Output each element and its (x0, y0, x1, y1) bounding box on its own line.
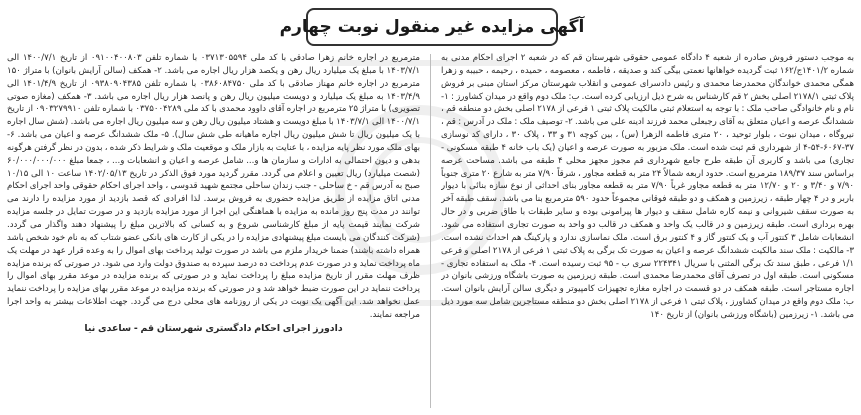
column-divider (430, 54, 431, 408)
notice-column-right (441, 52, 854, 410)
notice-title: آگهی مزایده غیر منقول نوبت چهارم (279, 17, 585, 37)
notice-left-text: مترمربع در اجاره خانم زهرا صادقی با کد ملی ۰۳۷۱۳۰۵۵۹۴ با شماره تلفن ۰۹۱۰۰۴۰۰۸۰۳ از تاریخ ۱۴۰۰/۷/۱ الی ۱۴۰۳/۷/۱ با مبلغ یک میلیارد ریال رهن و یکصد هزار ریال اجاره می باشد. ۲- همکف (سالن آرایش بانوان) با متراژ ۱۵۰ مترمربع در اجاره خانم مهناز صادقی با کد ملی ۰۳۸۶۰۸۴۷۵۰ با شماره تلفن ۰۹۳۸۰۹۰۴۳۸۵ از تاریخ ۱۴۰۱/۴/۹ الی ۱۴۰۳/۴/۹ به مبلغ یک میلیارد و دویست میلیون ریال رهن و پانصد هزار ریال اجاره می باشد. ۳- همکف (مغازه صوتی تصویری) با متراژ ۲۵ مترمربع در اجاره آقای داوود محمدی با کد ملی ۰۳۷۵۰۰۴۲۸۹ با شماره تلفن ۰۹۰۳۲۷۹۹۱۰ از تاریخ ۱۴۰۰/۷/۱ الی ۱۴۰۳/۷/۱ با مبلغ دویست و هشتاد میلیون ریال رهن و سه میلیون ریال اجاره می باشد. (شش سال اجاره با یک میلیون ریال تا شش میلیون ریال اجاره ماهیانه طی شش سال). ۵- ملک ششدانگ عرصه و اعیان می باشد. ۶- بهای ملک مورد نظر پایه مزایده ، با عنایت به بازار ملک و موقعیت ملک و شرایط ذکر شده ، بدون در نظر گرفتن هرگونه بدهی و دیون احتمالی به ادارات و سازمان ها و... شامل عرصه و اعیان و انشعابات و... ، جمعا مبلغ ۶۰/۰۰۰/۰۰۰/۰۰۰ (شصت میلیارد) ریال تعیین و اعلام می گردد. مقرر گردید مورد فوق الذکر در تاریخ ۱۴۰۲/۰۵/۱۳ ساعت ۱۰ الی ۱۰/۱۵ صبح به آدرس قم - خ ساحلی - جنب زندان ساحلی مجتمع شهید قدوسی ، واحد اجرای احکام حقوقی واحد اجرای احکام مدنی اتاق مزایده از طریق مزایده حضوری به فروش برسد. لذا افرادی که قصد بازدید از مورد مزایده را دارند می توانند در مدت پنج روز مانده به مزایده با هماهنگی این اجرا از مورد مزایده بازدید و در صورت تمایل در جلسه مزایده شرکت نمایند قیمت پایه از مبلغ کارشناسی شروع و به کسانی که بالاترین مبلغ را پیشنهاد دهند واگذار می گردد. (شرکت کنندگان می بایست مبلغ پیشنهادی مزایده را در یکی از کارت های بانکی عضو شتاب که به نام خود شخص باشد همراه داشته باشند) ضمنا خریدار ملزم می باشد در صورت تولید پرداخت بهای اموال را به وعده قرار عهد در مهلت یک ماه پرداخت نماید و در صورت عدم پرداخت ده درصد سپرده به صندوق دولت وارد می شود. در صورتی که برنده مزایده ظرف مهلت مقرر از تاریخ مزایده مبلغ را پرداخت نماید و در صورتی که برنده مزایده در موعد مقرر بهای اموال را پرداخت ننماید در این صورت ضبط خواهد شد و در صورتی که برنده مزایده در موعد مقرر بهای مزایده را پرداخت ننماید عمل نخواهد شد. این آگهی یک نوبت در یکی از روزنامه های محلی درج می گردد. جهت اطلاعات بیشتر به واحد اجرا مراجعه نمایند. (7, 53, 420, 320)
notice-right-text: به موجب دستور فروش صادره از شعبه ۴ دادگاه عمومی حقوقی شهرستان قم که در شعبه ۲ اجرای احکام مدنی به شماره ۱۴۰۱/۲ج/۱۶۲ ثبت گردیده خواهانها نعمتی بیگی کند و صدیقه ، فاطمه ، معصومه ، حمیده ، رحیمه ، حبیبه و زهرا همگی محمدی خواندگان محمدرضا محمدی و رئیس دادسرای عمومی و انقلاب شهرستان مرکز استان مبنی بر فروش پلاک ثبتی ۲۱۷۸/۱ اصلی بخش ۲ قم کارشناس به شرح ذیل ارزیابی کرده است. ب: ملک دوم واقع در میدان کشاورز : ۱- نام و نام خانوادگی صاحب ملک : با توجه به استعلام ثبتی مالکیت پلاک ثبتی ۱ فرعی از ۲۱۷۸ اصلی بخش دو منطقه قم ، ششدانگ عرصه و اعیان متعلق به آقای رجبعلی محمد فرزند ادینه علی می باشد. ۲- توصیف ملک : ملک در آدرس : قم ، نیروگاه ، میدان نبوت ، بلوار توحید ، ۲۰ متری فاطمه الزهرا (س) ، بین کوچه ۳۱ و ۳۳ ، پلاک ۳۰ ، دارای کد نوسازی ۳۷-۶۰۶۷-۵۴-۴ از شهرداری قم ثبت شده است. ملک مزبور به صورت عرصه و اعیان (یک باب خانه ۴ طبقه مسکونی - تجاری) می باشد و کاربری آن طبقه طرح جامع شهرداری قم مجوز مجهز محلی ۴ طبقه می باشد. مساحت عرصه براساس سند ۱۸۹/۳۷ مترمربع است. حدود اربعه شمالاً ۲۴ متر به قطعه مجاور ، شرقاً ۷/۹۰ متر به شارع ۲۰ متری جنوباً ۷/۹۰ و ۳/۴۰ و ۲۰ و ۱۲/۷۰ متر به قطعه مجاور غرباً ۷/۹۰ متر به قطعه مجاور بنای احداثی از نوع سازه بنائی با دیوار باربر و در ۴ چهار طبقه ، زیرزمین و همکف و دو طبقه فوقانی مجموعاً حدود ۵۹۰ مترمربع بنا می باشد. سقف طبقه آخر به صورت سقف شیروانی و نیمه کاره شامل سقف و دیوار ها پیرامونی بوده و سایر طبقات با طاق ضربی و در حال بهره برداری است. طبقه زیرزمین و در قالب یک واحد و همکف در قالب دو واحد به صورت تجاری استفاده می شود. انشعابات شامل ۳ کنتور آب و یک کنتور گاز و ۴ کنتور برق است. ملک نماسازی ندارد و پارکینگ هم احداث نشده است. ۳- مالکیت : ملک سند مالکیت ششدانگ عرصه و اعیان به صورت تک برگی به پلاک ثبتی ۱ فرعی از ۲۱۷۸ اصلی و فرعی ۱/۱ فرعی ، طبق سند تک برگی المثنی با سریال ۲۲۴۳۴۱ سری ب - ۹۵ ثبت رسیده است. ۴- ملک به استفاده تجاری - مسکونی است. طبقه اول در تصرف آقای محمدرضا محمدی است. طبقه زیرزمین به صورت باشگاه ورزشی بانوان در اجاره مستاجر است. طبقه همکف در دو قسمت در اجاره مغازه تجهیزات کامپیوتر و دیگری سالن آرایش بانوان است. ب: ملک دوم واقع در میدان کشاورز ، پلاک ثبتی ۱ فرعی از ۲۱۷۸ اصلی بخش دو منطقه مستاجرین شامل سه مورد ذیل می باشد. ۱- زیرزمین (باشگاه ورزشی بانوان) از تاریخ ۱۴۰ (441, 53, 854, 320)
notice-body (7, 52, 854, 410)
notice-title-box (279, 8, 585, 46)
notice-column-left (7, 52, 420, 410)
notice-signature: دادورز اجرای احکام دادگستری شهرستان قم - ساعدی نیا (84, 322, 343, 334)
